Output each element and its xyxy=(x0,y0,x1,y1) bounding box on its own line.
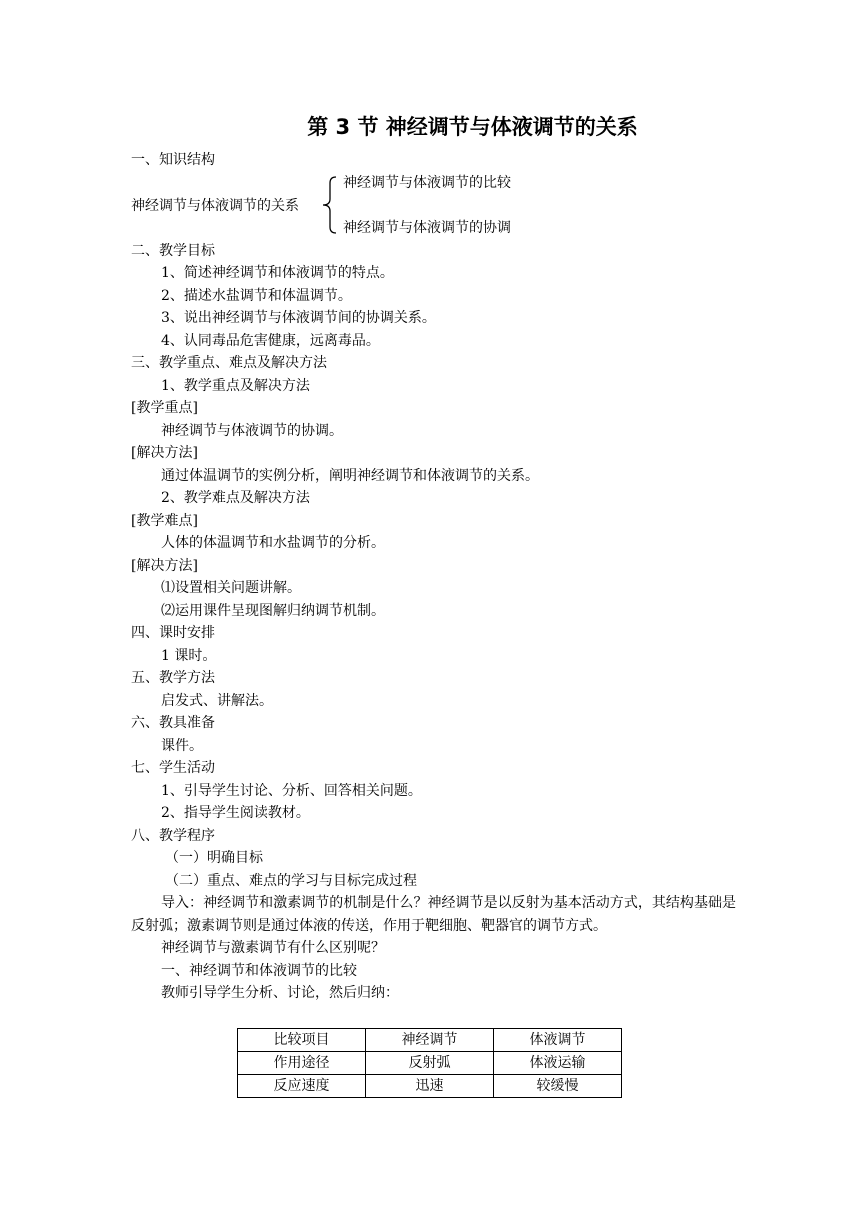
schedule-heading: 四、课时安排 xyxy=(131,625,215,641)
procedure-heading: 八、教学程序 xyxy=(131,828,215,844)
methods-value: 启发式、讲解法。 xyxy=(161,693,273,709)
keypoints-sub1: 1、教学重点及解决方法 xyxy=(161,378,310,394)
table-cell: 迅速 xyxy=(366,1075,494,1098)
tag-difficulty: [教学难点] xyxy=(131,513,198,529)
table-cell: 较缓慢 xyxy=(494,1075,622,1098)
methods-heading: 五、教学方法 xyxy=(131,670,215,686)
method-1-text: 通过体温调节的实例分析，阐明神经调节和体液调节的关系。 xyxy=(161,468,539,484)
procedure-step-2: （二）重点、难点的学习与目标完成过程 xyxy=(165,873,417,889)
keypoints-heading: 三、教学重点、难点及解决方法 xyxy=(131,355,327,371)
structure-heading: 一、知识结构 xyxy=(131,152,215,168)
brace-icon xyxy=(318,175,340,235)
tag-focus: [教学重点] xyxy=(131,400,198,416)
table-header-cell: 体液调节 xyxy=(494,1029,622,1052)
table-row xyxy=(238,1075,622,1098)
goal-item: 4、认同毒品危害健康，远离毒品。 xyxy=(161,333,380,349)
section-1-heading: 一、神经调节和体液调节的比较 xyxy=(161,963,357,979)
table-cell: 反射弧 xyxy=(366,1052,494,1075)
activities-heading: 七、学生活动 xyxy=(131,760,215,776)
goal-item: 2、描述水盐调节和体温调节。 xyxy=(161,288,352,304)
table-cell: 体液运输 xyxy=(494,1052,622,1075)
intro-paragraph: 导入：神经调节和激素调节的机制是什么？神经调节是以反射为基本活动方式，其结构基础是反射弧；激素调节则是通过体液的传送，作用于靶细胞、靶器官的调节方式。 xyxy=(131,895,736,934)
tag-method-2: [解决方法] xyxy=(131,558,198,574)
page-title: 第 3 节 神经调节与体液调节的关系 xyxy=(307,115,638,139)
method-2-item: ⑴设置相关问题讲解。 xyxy=(161,580,301,596)
activity-item: 1、引导学生讨论、分析、回答相关问题。 xyxy=(161,783,422,799)
activity-item: 2、指导学生阅读教材。 xyxy=(161,805,310,821)
table-header-cell: 神经调节 xyxy=(366,1029,494,1052)
tools-heading: 六、教具准备 xyxy=(131,715,215,731)
procedure-step-1: （一）明确目标 xyxy=(165,850,263,866)
comparison-table xyxy=(237,1028,622,1098)
goal-item: 1、简述神经调节和体液调节的特点。 xyxy=(161,265,394,281)
method-2-item: ⑵运用课件呈现图解归纳调节机制。 xyxy=(161,603,385,619)
keypoints-sub2: 2、教学难点及解决方法 xyxy=(161,490,310,506)
focus-text: 神经调节与体液调节的协调。 xyxy=(161,423,343,439)
guide-text: 教师引导学生分析、讨论，然后归纳： xyxy=(161,985,399,1001)
table-cell: 作用途径 xyxy=(238,1052,366,1075)
schedule-value: 1 课时。 xyxy=(161,648,217,664)
structure-branch-2: 神经调节与体液调节的协调 xyxy=(343,220,511,236)
question-text: 神经调节与激素调节有什么区别呢？ xyxy=(161,940,385,956)
table-cell: 反应速度 xyxy=(238,1075,366,1098)
structure-root: 神经调节与体液调节的关系 xyxy=(131,198,299,214)
table-row xyxy=(238,1052,622,1075)
goals-heading: 二、教学目标 xyxy=(131,243,215,259)
structure-branch-1: 神经调节与体液调节的比较 xyxy=(343,175,511,191)
tools-value: 课件。 xyxy=(161,738,203,754)
difficulty-text: 人体的体温调节和水盐调节的分析。 xyxy=(161,535,385,551)
table-header-row xyxy=(238,1029,622,1052)
table-header-cell: 比较项目 xyxy=(238,1029,366,1052)
tag-method-1: [解决方法] xyxy=(131,445,198,461)
goal-item: 3、说出神经调节与体液调节间的协调关系。 xyxy=(161,310,436,326)
